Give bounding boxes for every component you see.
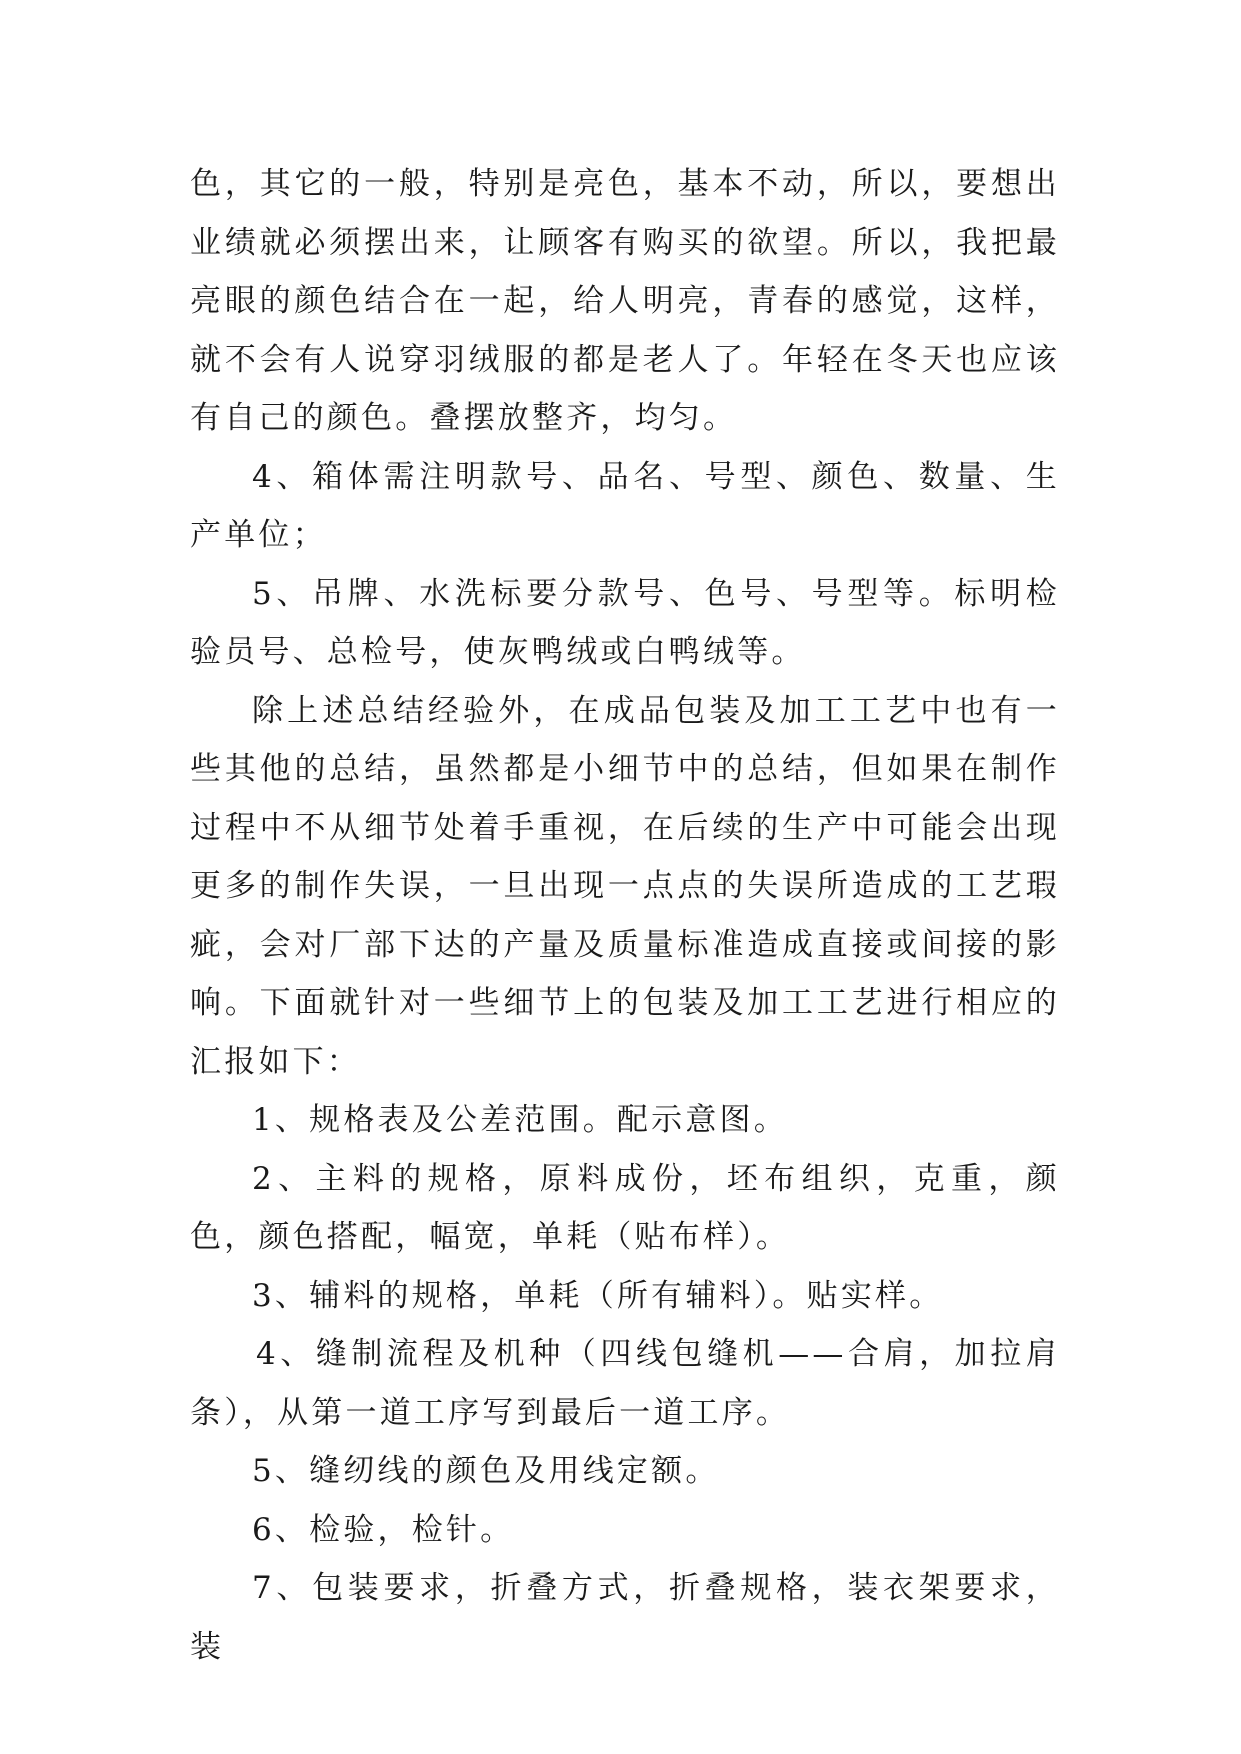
paragraph-list-5: 5、缝纫线的颜色及用线定额。	[252, 1453, 720, 1489]
paragraph-list-7: 7、包装要求，折叠方式，折叠规格，装衣架要求，装	[190, 1570, 1060, 1665]
paragraph-item-4-box: 4、箱体需注明款号、品名、号型、颜色、数量、生产单位；	[190, 458, 1060, 553]
paragraph-list-6: 6、检验，检针。	[252, 1511, 515, 1548]
paragraph-list-4: 4、缝制流程及机种（四线包缝机——合肩，加拉肩条），从第一道工序写到最后一道工序。	[190, 1336, 1060, 1431]
document-body	[190, 155, 1060, 1676]
paragraph-summary: 除上述总结经验外，在成品包装及加工工艺中也有一些其他的总结，虽然都是小细节中的总结，但如果在制作过程中不从细节处着手重视，在后续的生产中可能会出现更多的制作失误，一旦出现一点点的失误所造成的工艺瑕疵，会对厂部下达的产量及质量标准造成直接或间接的影响。下面就针对一些细节上的包装及加工工艺进行相应的汇报如下：	[190, 692, 1060, 1080]
paragraph-list-3: 3、辅料的规格，单耗（所有辅料）。贴实样。	[252, 1277, 944, 1314]
paragraph-continuation: 色，其它的一般，特别是亮色，基本不动，所以，要想出业绩就必须摆出来，让顾客有购买的欲望。所以，我把最亮眼的颜色结合在一起，给人明亮，青春的感觉，这样，就不会有人说穿羽绒服的都是老人了。年轻在冬天也应该有自己的颜色。叠摆放整齐，均匀。	[190, 166, 1060, 436]
paragraph-list-2: 2、主料的规格，原料成份，坯布组织，克重，颜色，颜色搭配，幅宽，单耗（贴布样）。	[190, 1160, 1060, 1255]
paragraph-list-1: 1、规格表及公差范围。配示意图。	[252, 1102, 788, 1138]
paragraph-item-5-tag: 5、吊牌、水洗标要分款号、色号、号型等。标明检验员号、总检号，使灰鸭绒或白鸭绒等。	[190, 575, 1060, 670]
